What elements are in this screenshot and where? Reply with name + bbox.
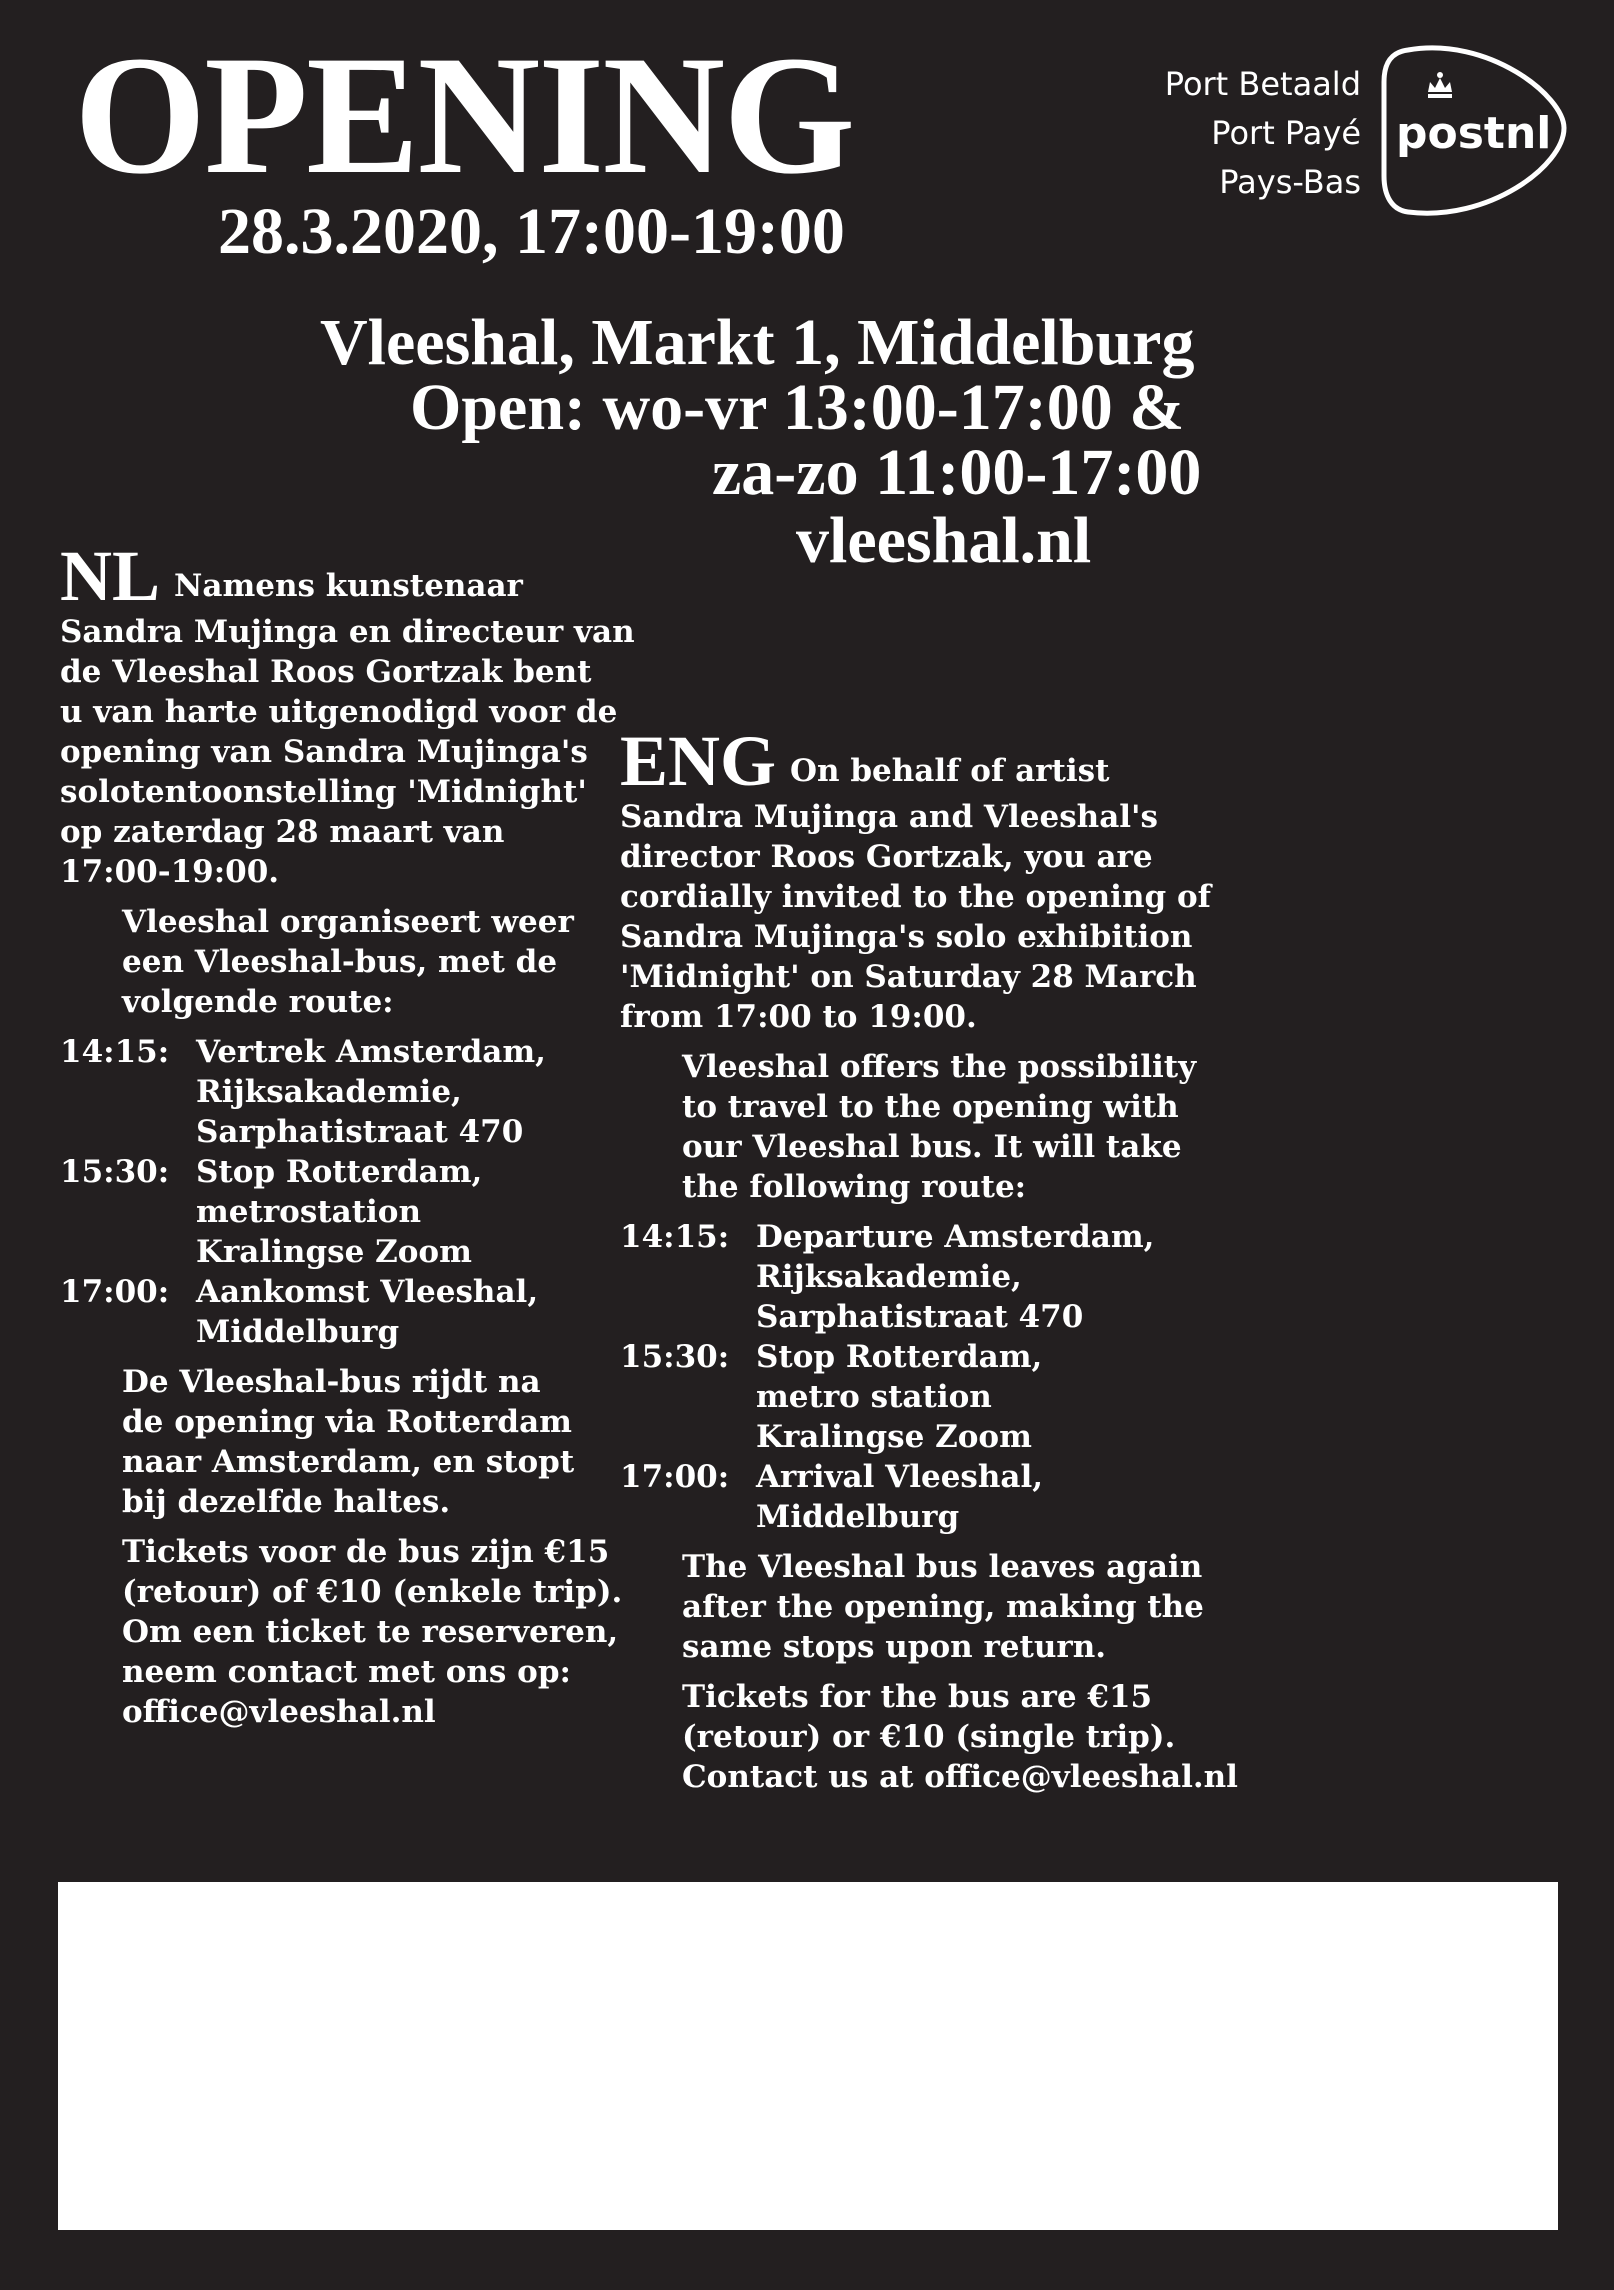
opening-hours-weekend: za-zo 11:00-17:00 — [712, 436, 1202, 509]
text-line: solotentoonstelling 'Midnight' — [60, 774, 587, 810]
text-line: Kralingse Zoom — [196, 1234, 472, 1270]
text-line: volgende route: — [122, 984, 394, 1020]
text-line: Sarphatistraat 470 — [756, 1299, 1084, 1335]
text-line: 17:00-19:00. — [60, 854, 280, 890]
route-time: 15:30: — [620, 1339, 730, 1375]
route-time: 14:15: — [60, 1034, 170, 1070]
route-place — [196, 1152, 650, 1272]
text-line: Stop Rotterdam, — [756, 1339, 1043, 1375]
website-link[interactable]: vleeshal.nl — [796, 504, 1092, 577]
postnl-logo-text: postnl — [1396, 108, 1552, 159]
eng-lead: ENG — [620, 721, 777, 801]
text-line: op zaterdag 28 maart van — [60, 814, 505, 850]
postage-line: Port Betaald — [1164, 65, 1361, 103]
text-line: Vleeshal offers the possibility — [682, 1049, 1197, 1085]
postage-line: Port Payé — [1211, 114, 1361, 152]
crown-icon — [1428, 72, 1452, 98]
nl-lead: NL — [60, 536, 161, 616]
text-line: On behalf of artist — [790, 753, 1110, 789]
text-line: (retour) of €10 (enkele trip). — [122, 1574, 623, 1610]
text-line: Rijksakademie, — [756, 1259, 1022, 1295]
text-line: Sandra Mujinga's solo exhibition — [620, 919, 1193, 955]
text-line: Middelburg — [756, 1499, 960, 1535]
postage-paid-text — [1165, 60, 1361, 207]
text-line: een Vleeshal-bus, met de — [122, 944, 558, 980]
page-title: OPENING — [74, 21, 854, 209]
text-line: opening van Sandra Mujinga's — [60, 734, 588, 770]
route-place — [756, 1217, 1240, 1337]
route-place — [196, 1032, 650, 1152]
text-line: Tickets for the bus are €15 — [682, 1679, 1153, 1715]
postage-line: Pays-Bas — [1219, 163, 1361, 201]
text-line: Rijksakademie, — [196, 1074, 462, 1110]
address-label-box — [58, 1882, 1558, 2230]
route-place — [196, 1272, 650, 1352]
text-line: Vleeshal organiseert weer — [122, 904, 574, 940]
text-line: cordially invited to the opening of — [620, 879, 1211, 915]
email-contact-line[interactable]: Contact us at office@vleeshal.nl — [682, 1759, 1238, 1795]
text-line: from 17:00 to 19:00. — [620, 999, 977, 1035]
eng-intro — [620, 721, 1240, 801]
text-line: Sarphatistraat 470 — [196, 1114, 524, 1150]
text-line: Kralingse Zoom — [756, 1419, 1032, 1455]
route-stop — [60, 1152, 650, 1272]
text-line: De Vleeshal-bus rijdt na — [122, 1364, 541, 1400]
english-invitation — [620, 721, 1240, 1797]
dutch-invitation — [60, 536, 650, 1732]
text-line: bij dezelfde haltes. — [122, 1484, 451, 1520]
route-stop — [620, 1337, 1240, 1457]
route-stop — [60, 1032, 650, 1152]
route-time: 15:30: — [60, 1154, 170, 1190]
text-line: Departure Amsterdam, — [756, 1219, 1155, 1255]
text-line: metro station — [756, 1379, 992, 1415]
text-line: Sandra Mujinga and Vleeshal's — [620, 799, 1159, 835]
text-line: after the opening, making the — [682, 1589, 1204, 1625]
text-line: (retour) or €10 (single trip). — [682, 1719, 1176, 1755]
text-line: de Vleeshal Roos Gortzak bent — [60, 654, 592, 690]
text-line: de opening via Rotterdam — [122, 1404, 572, 1440]
text-line: 'Midnight' on Saturday 28 March — [620, 959, 1197, 995]
route-place — [756, 1337, 1240, 1457]
text-line: Aankomst Vleeshal, — [196, 1274, 539, 1310]
text-line: Stop Rotterdam, — [196, 1154, 483, 1190]
text-line: same stops upon return. — [682, 1629, 1107, 1665]
postnl-logo — [1378, 36, 1568, 226]
text-line: naar Amsterdam, en stopt — [122, 1444, 575, 1480]
route-stop — [620, 1217, 1240, 1337]
route-time: 17:00: — [620, 1459, 730, 1495]
text-line: Sandra Mujinga en directeur van — [60, 614, 635, 650]
text-line: the following route: — [682, 1169, 1027, 1205]
nl-intro — [60, 536, 650, 616]
route-stop — [60, 1272, 650, 1352]
text-line: to travel to the opening with — [682, 1089, 1179, 1125]
opening-datetime: 28.3.2020, 17:00-19:00 — [218, 195, 845, 268]
text-line: The Vleeshal bus leaves again — [682, 1549, 1203, 1585]
route-place — [756, 1457, 1240, 1537]
route-stop — [620, 1457, 1240, 1537]
text-line: neem contact met ons op: — [122, 1654, 571, 1690]
email-link[interactable]: office@vleeshal.nl — [122, 1694, 436, 1730]
opening-hours-weekdays: Open: wo-vr 13:00-17:00 & — [410, 371, 1185, 444]
text-line: Namens kunstenaar — [174, 568, 523, 604]
text-line: Middelburg — [196, 1314, 400, 1350]
text-line: our Vleeshal bus. It will take — [682, 1129, 1182, 1165]
text-line: Arrival Vleeshal, — [756, 1459, 1044, 1495]
text-line: Vertrek Amsterdam, — [196, 1034, 546, 1070]
text-line: metrostation — [196, 1194, 422, 1230]
venue-address: Vleeshal, Markt 1, Middelburg — [320, 306, 1195, 379]
text-line: u van harte uitgenodigd voor de — [60, 694, 618, 730]
route-time: 14:15: — [620, 1219, 730, 1255]
route-time: 17:00: — [60, 1274, 170, 1310]
text-line: Om een ticket te reserveren, — [122, 1614, 619, 1650]
text-line: Tickets voor de bus zijn €15 — [122, 1534, 610, 1570]
text-line: director Roos Gortzak, you are — [620, 839, 1153, 875]
